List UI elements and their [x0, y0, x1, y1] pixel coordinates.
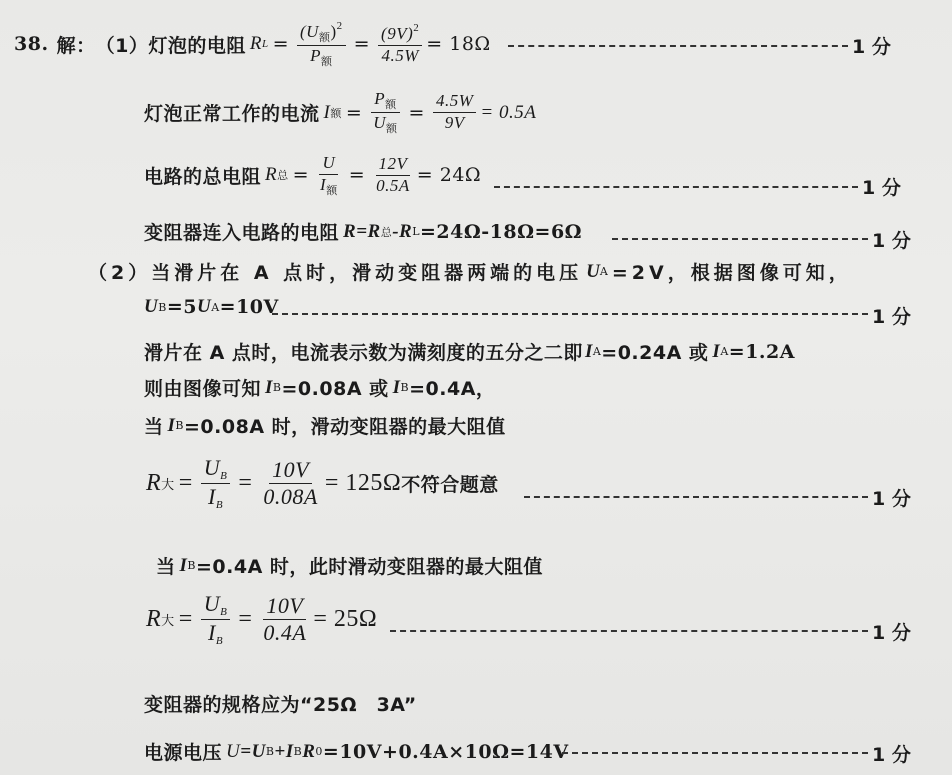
- fraction: [201, 456, 231, 511]
- equals: =: [353, 33, 371, 56]
- equals: =: [348, 164, 366, 187]
- score: 1 分: [872, 488, 911, 510]
- equals: =: [345, 101, 363, 124]
- part2-label: （2）: [88, 262, 152, 284]
- p1-line3: [144, 154, 481, 197]
- subscript: 大: [161, 478, 175, 494]
- subscript: 额: [326, 184, 338, 197]
- subscript: B: [175, 419, 185, 432]
- p1-line1: [14, 20, 491, 68]
- subscript: B: [215, 499, 224, 512]
- symbol-u: U: [586, 260, 600, 282]
- p2-line4: [144, 374, 495, 401]
- subscript: 0: [315, 745, 323, 758]
- denominator: I: [208, 620, 216, 646]
- subscript: A: [599, 265, 612, 278]
- formula: =0.4A，: [409, 378, 496, 400]
- subscript: 大: [161, 614, 175, 630]
- text: 变阻器的规格应为“25Ω 3A”: [144, 694, 417, 716]
- score: 1 分: [862, 177, 901, 199]
- result: = 0.5A: [480, 101, 537, 123]
- subscript: A: [720, 345, 729, 358]
- formula: =24Ω-18Ω=6Ω: [420, 220, 583, 243]
- score-leader: [390, 630, 868, 632]
- symbol-i: I: [584, 340, 593, 362]
- result: = 18Ω: [426, 33, 491, 56]
- symbol-i: I: [167, 414, 176, 436]
- numerator: (U: [300, 22, 319, 41]
- part1-label: （1）: [95, 34, 149, 57]
- denominator: U: [373, 113, 387, 133]
- subscript: 总: [277, 169, 289, 183]
- fraction: [201, 592, 231, 647]
- formula: =5: [166, 296, 197, 318]
- denominator: 0.4A: [263, 620, 307, 646]
- subscript: 额: [318, 32, 331, 44]
- subscript: B: [220, 606, 228, 618]
- symbol-i: I: [265, 376, 273, 398]
- numerator: 10V: [269, 458, 312, 484]
- symbol-i: I: [179, 554, 188, 576]
- symbol-i: I: [323, 101, 331, 123]
- numerator: 12V: [376, 155, 411, 176]
- p1-line2: [144, 90, 536, 135]
- equals: =: [272, 33, 289, 56]
- text: =0.4A 时，此时滑动变阻器的最大阻值: [196, 556, 543, 578]
- subscript: B: [293, 745, 303, 758]
- result: = 24Ω: [416, 164, 482, 187]
- subscript: L: [412, 225, 421, 238]
- symbol-r: R: [249, 33, 262, 55]
- symbol-r: R: [146, 470, 162, 497]
- symbol-r: R: [265, 164, 278, 186]
- equals: =: [238, 470, 253, 497]
- fraction: [378, 22, 422, 65]
- p2-line6: [146, 456, 499, 511]
- formula: =1.2A: [728, 340, 795, 363]
- score-leader: [612, 238, 868, 240]
- numerator: U: [203, 591, 221, 616]
- formula: R=R: [343, 220, 381, 242]
- p2-line1: [88, 258, 852, 285]
- formula: +I: [274, 740, 294, 762]
- numerator: 10V: [263, 594, 306, 620]
- text: =0.08A 时，滑动变阻器的最大阻值: [184, 416, 506, 438]
- fraction: [373, 155, 413, 195]
- subscript: B: [187, 559, 197, 572]
- score-leader: [272, 313, 868, 315]
- numerator: U: [319, 154, 338, 175]
- text: 当滑片在 A 点时，滑动变阻器两端的电压: [151, 262, 583, 284]
- p2-line10: [144, 738, 569, 765]
- score-leader: [508, 45, 848, 47]
- result: = 125Ω: [324, 470, 402, 497]
- text: 灯泡的电阻: [148, 34, 246, 57]
- p2-line8: [146, 592, 377, 647]
- fraction: [433, 92, 476, 132]
- symbol-u: U: [226, 740, 241, 762]
- paren: ): [330, 22, 337, 41]
- formula: =U: [240, 740, 266, 762]
- denominator: 0.5A: [376, 175, 410, 195]
- symbol-i: I: [392, 376, 401, 398]
- subscript: A: [592, 345, 602, 358]
- equals: =: [178, 470, 193, 497]
- p2-line5: [144, 412, 506, 439]
- subscript: 额: [386, 123, 398, 136]
- symbol-u: U: [144, 296, 159, 317]
- denominator: I: [208, 484, 216, 510]
- denominator: 0.08A: [263, 484, 318, 510]
- text: 灯泡正常工作的电流: [144, 103, 320, 126]
- formula: =10V: [219, 296, 279, 318]
- text: 当: [144, 416, 164, 438]
- denominator: I: [320, 174, 327, 194]
- fraction: [370, 90, 400, 135]
- score: 1 分: [872, 306, 911, 328]
- text: 则由图像可知: [144, 378, 262, 400]
- numerator: U: [203, 455, 221, 480]
- symbol-u: U: [196, 296, 212, 317]
- subscript: B: [265, 745, 275, 758]
- text: =2V，根据图像可知，: [611, 262, 852, 284]
- equals: =: [292, 164, 310, 187]
- formula: -R: [392, 220, 413, 242]
- subscript: 额: [321, 56, 333, 69]
- fraction: [317, 154, 341, 197]
- subscript: B: [158, 300, 167, 314]
- colon: ：: [76, 34, 96, 57]
- superscript: 2: [413, 22, 420, 35]
- symbol-r: R: [302, 740, 316, 762]
- numerator: (9V): [381, 24, 414, 44]
- score: 1 分: [872, 744, 911, 766]
- p2-line7: [156, 552, 543, 579]
- score: 1 分: [872, 230, 911, 252]
- text: 变阻器连入电路的电阻: [144, 222, 340, 244]
- subscript: B: [272, 381, 282, 394]
- score-leader: [494, 186, 858, 188]
- p2-line3: [144, 338, 795, 365]
- p2-line2: [144, 296, 279, 318]
- result: = 25Ω: [313, 606, 378, 633]
- subscript: L: [261, 38, 269, 51]
- formula: =0.08A 或: [281, 378, 389, 400]
- p2-line9: [144, 690, 417, 717]
- denominator: 9V: [444, 113, 465, 133]
- formula: =0.24A 或: [601, 342, 709, 364]
- denominator: 4.5W: [381, 46, 419, 66]
- superscript: 2: [336, 20, 343, 32]
- subscript: B: [220, 470, 228, 482]
- equals: =: [408, 101, 425, 124]
- fraction: [260, 458, 320, 509]
- subscript: 额: [385, 99, 397, 111]
- denominator: P: [310, 46, 321, 66]
- subscript: B: [400, 381, 410, 394]
- subscript: A: [211, 300, 220, 314]
- text: 电路的总电阻: [144, 165, 262, 188]
- score: 1 分: [852, 36, 891, 58]
- text: 滑片在 A 点时，电流表示数为满刻度的五分之二即: [144, 342, 583, 364]
- score: 1 分: [872, 622, 911, 644]
- subscript: B: [215, 635, 224, 648]
- symbol-i: I: [712, 340, 721, 362]
- text: 电源电压: [144, 742, 223, 764]
- numerator: P: [374, 89, 386, 108]
- formula: =10V+0.4A×10Ω=14V: [322, 740, 569, 763]
- numerator: 4.5W: [433, 92, 476, 113]
- fraction: [297, 20, 346, 68]
- fraction: [260, 594, 309, 645]
- question-number: 38.: [14, 33, 49, 56]
- solution-label: 解: [56, 34, 77, 57]
- score-leader: [562, 752, 868, 754]
- equals: =: [178, 606, 193, 633]
- symbol-r: R: [146, 606, 162, 633]
- score-leader: [524, 496, 868, 498]
- equals: =: [238, 606, 253, 633]
- text: 当: [156, 556, 176, 578]
- subscript: 总: [380, 225, 393, 239]
- text: 不符合题意: [401, 474, 499, 497]
- p1-line4: [144, 218, 582, 245]
- subscript: 额: [330, 106, 342, 120]
